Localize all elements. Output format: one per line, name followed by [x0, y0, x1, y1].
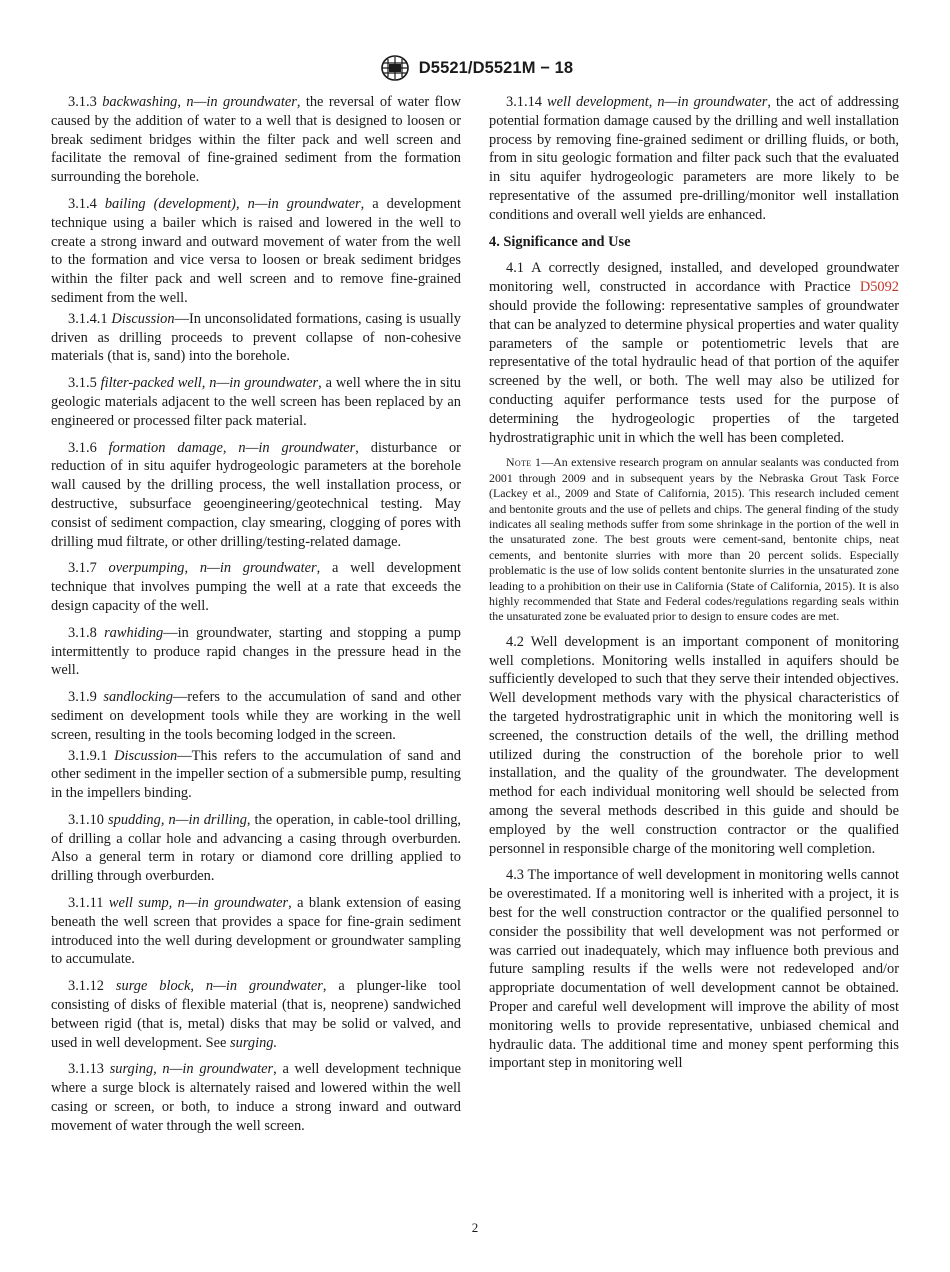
note-1: Note 1—An extensive research program on annular sealants was conducted from 2001 through 2009 and in subsequent years by the Nebraska Grout Task Force (Lackey et al., 2009 and State of California, 2015). This research included cement and bentonite grouts and the use of pellets and chips. The general finding of the study indicates all sealing methods suffer from some shrinkage in the portion of the well in the unsaturated zone. The best grouts were cement-sand, bentonite chips, neat cements, and bentonite slurries with more than 20 percent solids. Especially problematic is the use of low solids content bentonite slurries in the unsaturated zone leading to a prohibition on their use in California (State of California, 2015). It is also highly recommended that State and Federal codes/regulations regarding seals within the unsaturated zone be evaluated prior to design to ensure codes are met.: [489, 455, 899, 624]
definition-bailing: 3.1.4 bailing (development), n—in groundwater, a development technique using a bailer which is raised and lowered in the well to create a strong inward and outward movement of water from the well to the formation and vice versa to loosen or break sediment bridges within the filter pack and well screen and to remove fine-grained sediment from the well.: [51, 195, 461, 306]
paragraph-4-2: 4.2 Well development is an important component of monitoring well completions. Monitoring wells installed in aquifers should be sufficiently developed to such that they serve their intended objectives. Well development methods vary with the physical characteristics of the targeted hydrostratigraphic unit in which the monitoring well is screened, the construction details of the well, the drilling method utilized during the construction of the borehole prior to well installation, and the quality of the groundwater. The development method for each individual monitoring well should be selected from among the several methods described in this guide and should be employed by the well construction contractor or the qualified personnel in responsible charge of the monitoring well completion.: [489, 633, 899, 857]
definition-well-development: 3.1.14 well development, n—in groundwater, the act of addressing potential formation damage caused by the drilling and well installation process by removing fine-grained sediment or drilling fluids, or both, from in situ geologic formation and filter pack such that the evaluated in situ aquifer hydrogeologic parameters are more likely to be representative of the assumed pre-drilling/monitor well installation conditions and overall well yields are enhanced.: [489, 94, 899, 223]
practice-d5092-link[interactable]: D5092: [859, 279, 899, 296]
page-number: 2: [471, 1220, 479, 1235]
definition-sandlocking: 3.1.9 sandlocking—refers to the accumulation of sand and other sediment on development tools while they are working in the well screen, resulting in the tools becoming lodged in the screen.: [51, 689, 461, 743]
definition-overpumping: 3.1.7 overpumping, n—in groundwater, a well development technique that involves pumping the well at a rate that exceeds the design capacity of the well.: [51, 560, 461, 614]
page-header: [0, 54, 950, 82]
definition-well-sump: 3.1.11 well sump, n—in groundwater, a blank extension of easing beneath the well screen that provides a space for fine-grain sediment introduced into the well during development or groundwater sampling to accumulate.: [51, 895, 461, 968]
definition-formation-damage: 3.1.6 formation damage, n—in groundwater, disturbance or reduction of in situ aquifer hydrogeologic parameters at the borehole wall caused by the drilling process, the well installation process, or destructive, subsurface geoengineering/geotechnical testing. May consist of sediment compaction, clay smearing, clogging of pores with drilling mud filtrate, or other drilling/testing-related damage.: [51, 439, 461, 550]
discussion-bailing: 3.1.4.1 Discussion—In unconsolidated formations, casing is usually driven as drilling proceeds to prevent collapse of non-cohesive materials (that is, sand) into the borehole.: [51, 310, 461, 365]
definition-filter-packed-well: 3.1.5 filter-packed well, n—in groundwater, a well where the in situ geologic materials adjacent to the well screen has been replaced by an engineered or processed filter pack material.: [51, 375, 461, 429]
definition-surging: 3.1.13 surging, n—in groundwater, a well development technique where a surge block is alternately raised and lowered within the well casing or screen, or both, to induce a strong inward and outward movement of water through the well screen.: [51, 1061, 461, 1134]
discussion-sandlocking: 3.1.9.1 Discussion—This refers to the accumulation of sand and other sediment in the impeller section of a submersible pump, resulting in the impellers binding.: [51, 747, 461, 802]
astm-logo-icon: [377, 54, 413, 82]
definition-spudding: 3.1.10 spudding, n—in drilling, the operation, in cable-tool drilling, of drilling a collar hole and advancing a casing through overburden. Also a general term in rotary or diamond core drilling applied to drilling through overburden.: [51, 811, 461, 885]
left-column: [51, 93, 461, 1144]
definition-backwashing: 3.1.3 backwashing, n—in groundwater, the reversal of water flow caused by the addition of water to a well that is designed to loosen or break sediment bridges within the filter pack and well screen and facilitate the removal of fine-grained sediment from the formation surrounding the borehole.: [51, 94, 461, 186]
section-heading-significance: 4. Significance and Use: [489, 233, 631, 250]
definition-rawhiding: 3.1.8 rawhiding—in groundwater, starting and stopping a pump intermittently to produce rapid changes in the pressure head in the well.: [51, 624, 461, 679]
definition-surge-block: 3.1.12 surge block, n—in groundwater, a plunger-like tool consisting of disks of flexible material (that is, neoprene) sandwiched between rigid (that is, metal) disks that may be solid or valved, and used in well development. See surging.: [51, 978, 461, 1051]
document-id: D5521/D5521M − 18: [418, 58, 574, 77]
paragraph-4-3: 4.3 The importance of well development in monitoring wells cannot be overestimated. If a monitoring well is inherited with a project, it is best for the well construction contractor or the qualified personnel to consider the possibility that well development was not performed or was carried out inadequately, which may influence both previous and future sampling results if the wells were not redeveloped and/or appropriate documentation of well development cannot be obtained. Proper and careful well development will improve the ability of most monitoring wells to provide representative, unbiased chemical and hydraulic data. The additional time and money spent performing this important step in monitoring well: [489, 867, 899, 1072]
paragraph-4-1: 4.1 A correctly designed, installed, and developed groundwater monitoring well, constructed in accordance with Practice D5092 should provide the following: representative samples of groundwater that can be analyzed to determine physical properties and water quality parameters of the sample or potentiometric levels that are representative of the total hydraulic head of that portion of the aquifer screened by the well, or both. The well may also be utilized for conducting aquifer performance tests used for the purpose of determining the hydrogeologic properties of the targeted hydrostratigraphic unit in which the well has been completed.: [489, 260, 899, 446]
right-column: [489, 93, 899, 1081]
